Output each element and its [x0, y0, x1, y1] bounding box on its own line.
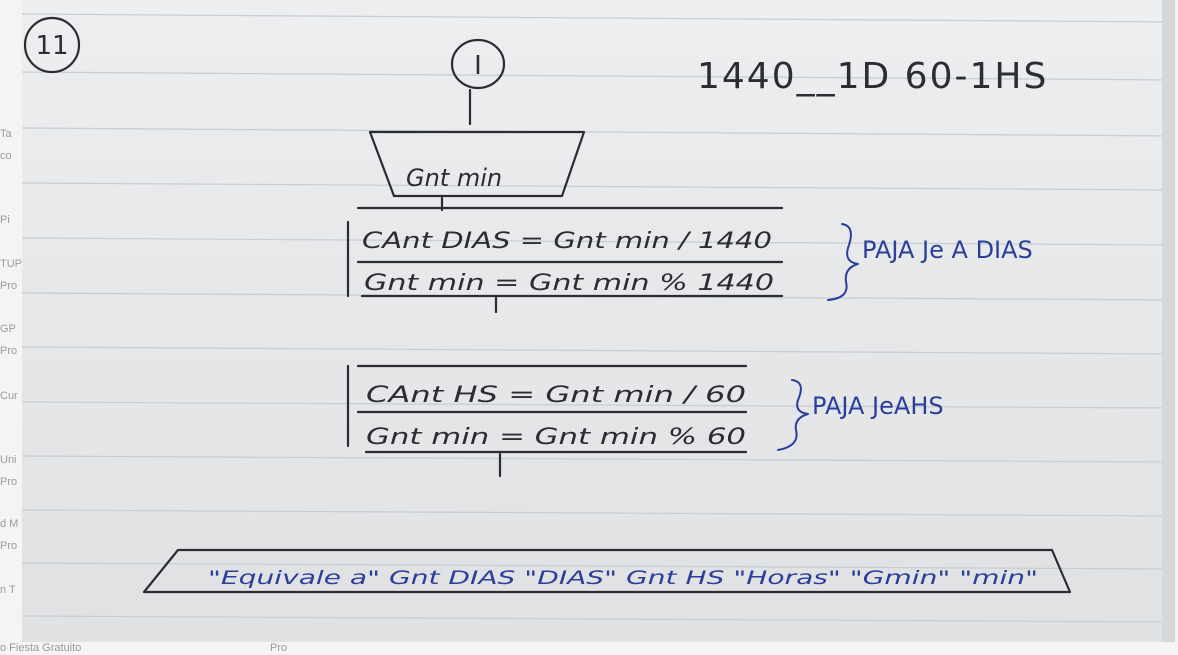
start-symbol-label: I [474, 51, 482, 81]
hours-line-2: Gnt min = Gnt min % 60 [366, 425, 746, 450]
hours-line-1: CAnt HS = Gnt min / 60 [366, 383, 746, 408]
bg-fragment: Ta [0, 128, 12, 140]
bg-fragment: o Fiesta Gratuito [0, 642, 82, 654]
hours-brace [778, 380, 808, 450]
hours-annotation: PAJA JeAHS [812, 392, 944, 420]
ruled-lines [22, 14, 1175, 622]
input-label: Gnt min [406, 164, 503, 192]
bg-fragment: d M [0, 518, 19, 530]
output-label: "Equivale a" Gnt DIAS "DIAS" Gnt HS "Horas" "Gmin" "min" [208, 567, 1038, 589]
days-line-1: CAnt DIAS = Gnt min / 1440 [362, 229, 772, 254]
bg-fragment: Cur [0, 390, 18, 402]
bg-fragment: Pro [270, 642, 288, 654]
background-bottom-strip [0, 642, 1178, 655]
bg-fragment: Pro [0, 280, 18, 292]
problem-number: 11 [35, 31, 69, 61]
header-equivalences: 1440__1D 60-1HS [697, 56, 1049, 97]
notebook-photo [22, 0, 1175, 642]
notebook-drawing [22, 0, 1175, 642]
bg-fragment: Pi [0, 214, 10, 226]
bg-fragment: GP [0, 323, 16, 335]
bg-fragment: Pro [0, 476, 18, 488]
bg-fragment: n T [0, 584, 16, 596]
bg-fragment: Pro [0, 540, 18, 552]
days-line-2: Gnt min = Gnt min % 1440 [364, 271, 774, 296]
days-annotation: PAJA Je A DIAS [862, 236, 1033, 264]
bg-fragment: Pro [0, 345, 18, 357]
bg-fragment: co [0, 150, 12, 162]
days-brace [828, 224, 858, 300]
background-side-strip [0, 0, 22, 655]
bg-fragment: Uni [0, 454, 17, 466]
bg-fragment: TUP [0, 258, 22, 270]
